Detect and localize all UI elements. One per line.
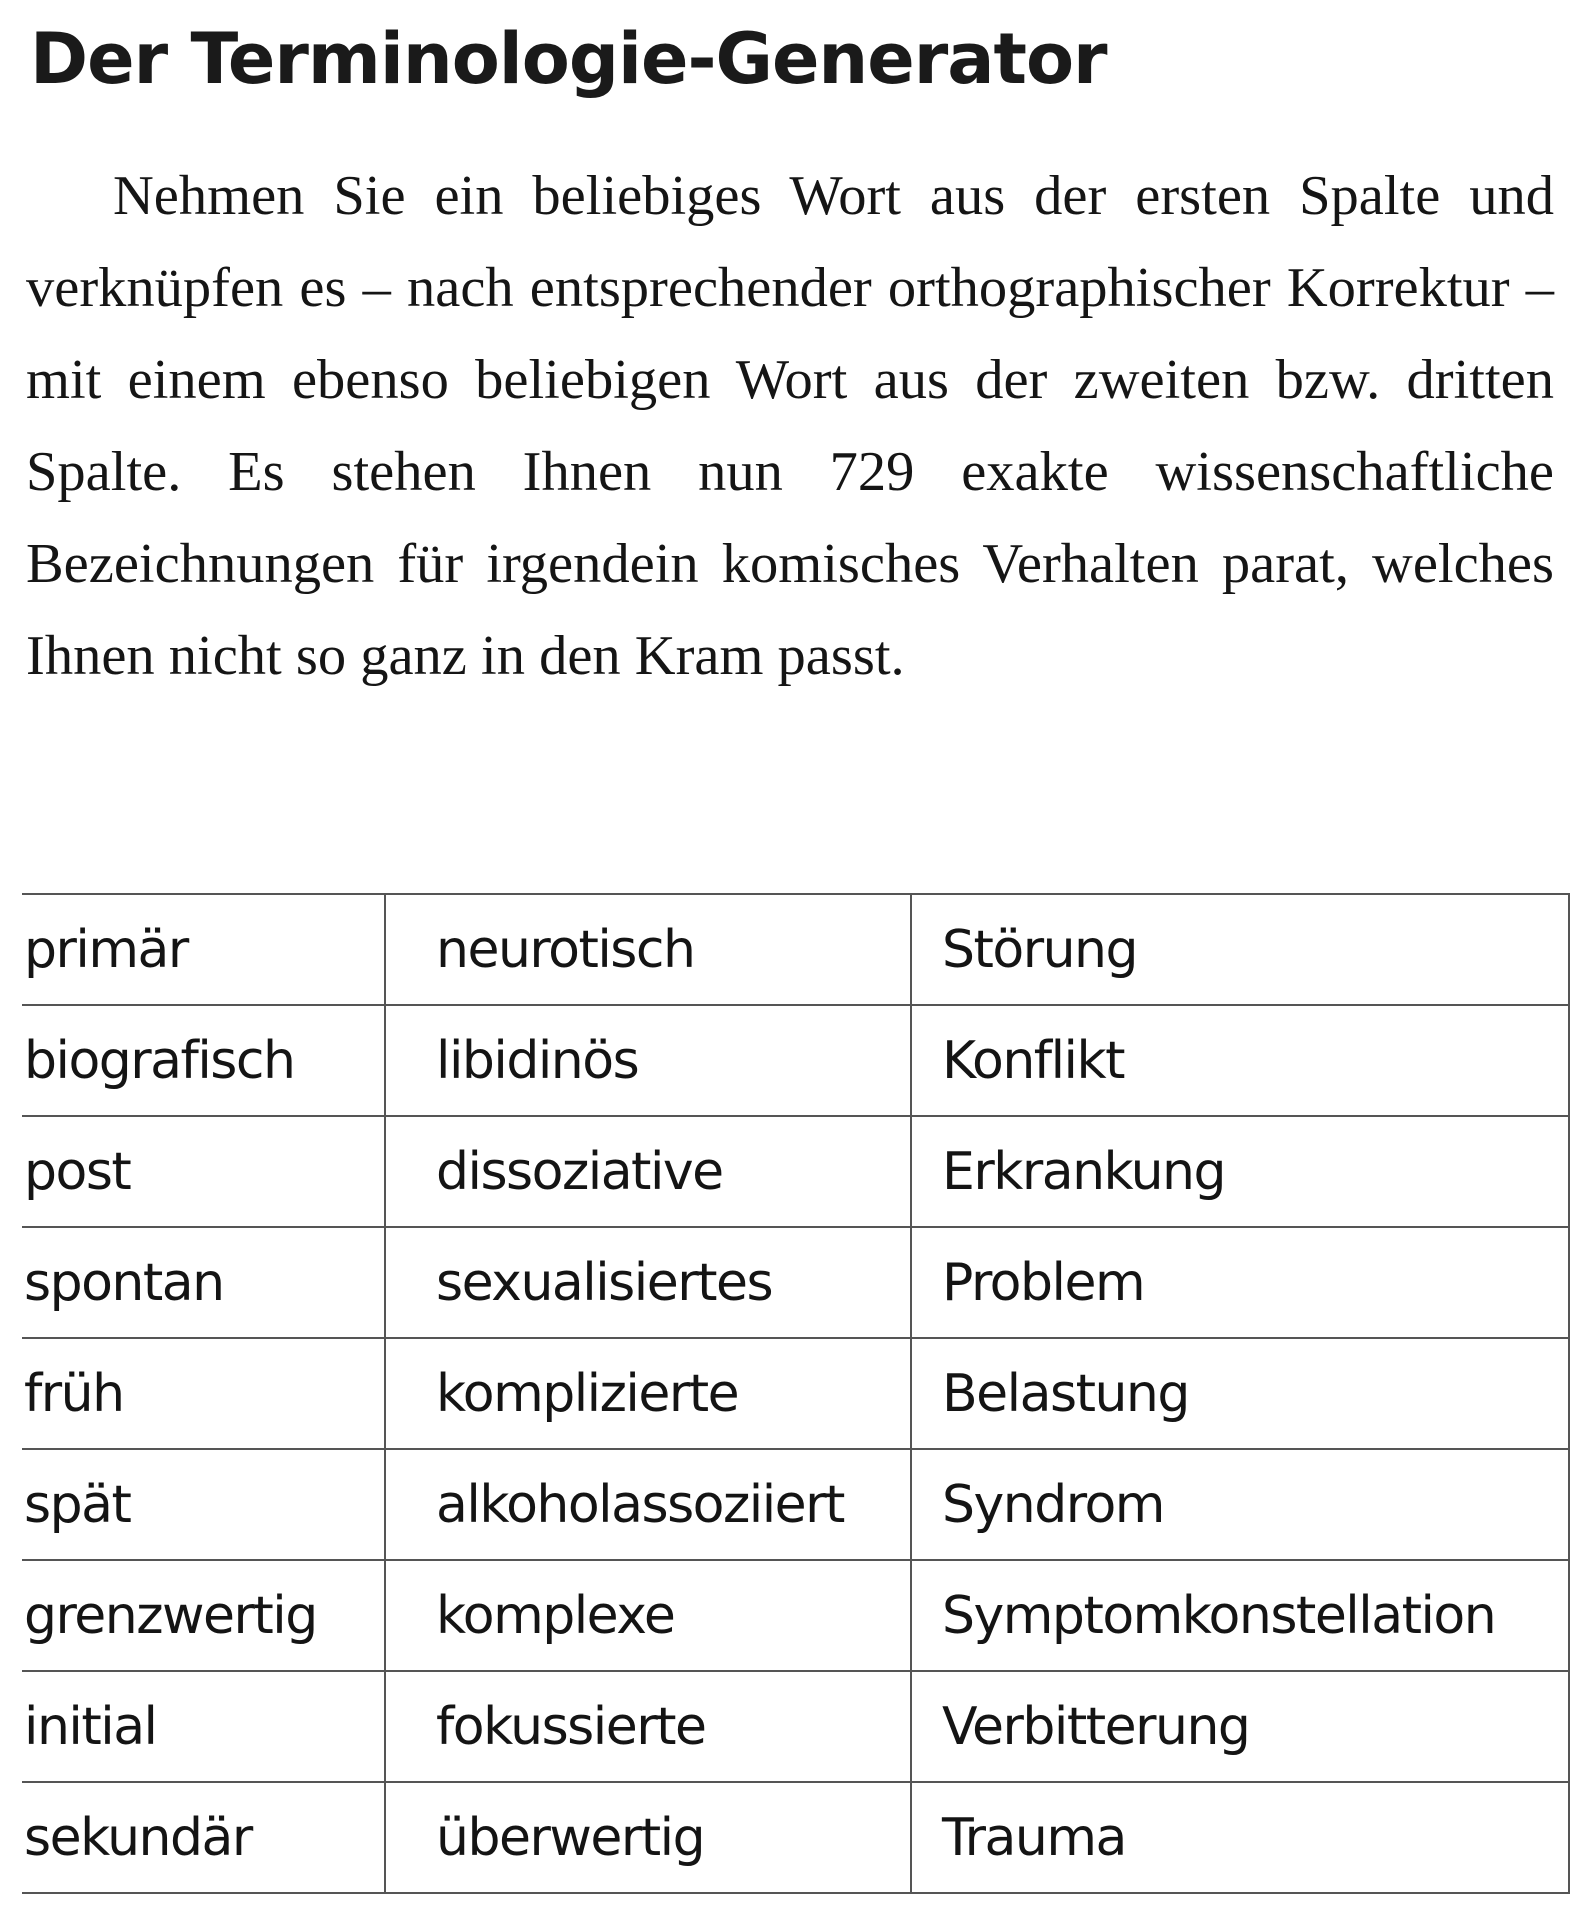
table-cell-col2: fokussierte: [385, 1671, 911, 1782]
page-title: Der Terminologie-Generator: [30, 18, 1107, 100]
table-cell-col3: Problem: [911, 1227, 1569, 1338]
table-cell-col2: sexualisiertes: [385, 1227, 911, 1338]
table-row: [22, 1338, 1569, 1449]
table-cell-col3: Verbitterung: [911, 1671, 1569, 1782]
table-cell-col3: Trauma: [911, 1782, 1569, 1893]
table-cell-col1: spontan: [22, 1227, 385, 1338]
table-cell-col1: früh: [22, 1338, 385, 1449]
table-cell-col1: post: [22, 1116, 385, 1227]
table-cell-col3: Belastung: [911, 1338, 1569, 1449]
table-cell-col3: Syndrom: [911, 1449, 1569, 1560]
table-cell-col2: neurotisch: [385, 894, 911, 1005]
table-cell-col2: alkoholassoziiert: [385, 1449, 911, 1560]
table-cell-col2: komplizierte: [385, 1338, 911, 1449]
table-cell-col3: Symptomkonstellation: [911, 1560, 1569, 1671]
table-row: [22, 1227, 1569, 1338]
table-row: [22, 1671, 1569, 1782]
table-row: [22, 1116, 1569, 1227]
table-row: [22, 1560, 1569, 1671]
table-cell-col1: initial: [22, 1671, 385, 1782]
table-cell-col1: spät: [22, 1449, 385, 1560]
table-cell-col1: biografisch: [22, 1005, 385, 1116]
table-cell-col1: primär: [22, 894, 385, 1005]
table-row: [22, 1449, 1569, 1560]
table-cell-col2: dissoziative: [385, 1116, 911, 1227]
table-cell-col2: überwertig: [385, 1782, 911, 1893]
table-cell-col2: libidinös: [385, 1005, 911, 1116]
table-cell-col1: grenzwertig: [22, 1560, 385, 1671]
terminology-table: [22, 893, 1570, 1894]
table-cell-col3: Störung: [911, 894, 1569, 1005]
table-cell-col2: komplexe: [385, 1560, 911, 1671]
table-cell-col3: Konflikt: [911, 1005, 1569, 1116]
table-row: [22, 894, 1569, 1005]
table-cell-col3: Erkrankung: [911, 1116, 1569, 1227]
intro-paragraph: Nehmen Sie ein beliebiges Wort aus der ersten Spalte und verknüpfen es – nach entsprechender orthographischer Korrektur – mit einem ebenso beliebigen Wort aus der zweiten bzw. dritten Spalte. Es stehen Ihnen nun 729 exakte wissenschaftliche Bezeichnungen für irgendein komisches Verhalten parat, welches Ihnen nicht so ganz in den Kram passt.: [26, 165, 1554, 687]
table-row: [22, 1005, 1569, 1116]
table-row: [22, 1782, 1569, 1893]
table-cell-col1: sekundär: [22, 1782, 385, 1893]
